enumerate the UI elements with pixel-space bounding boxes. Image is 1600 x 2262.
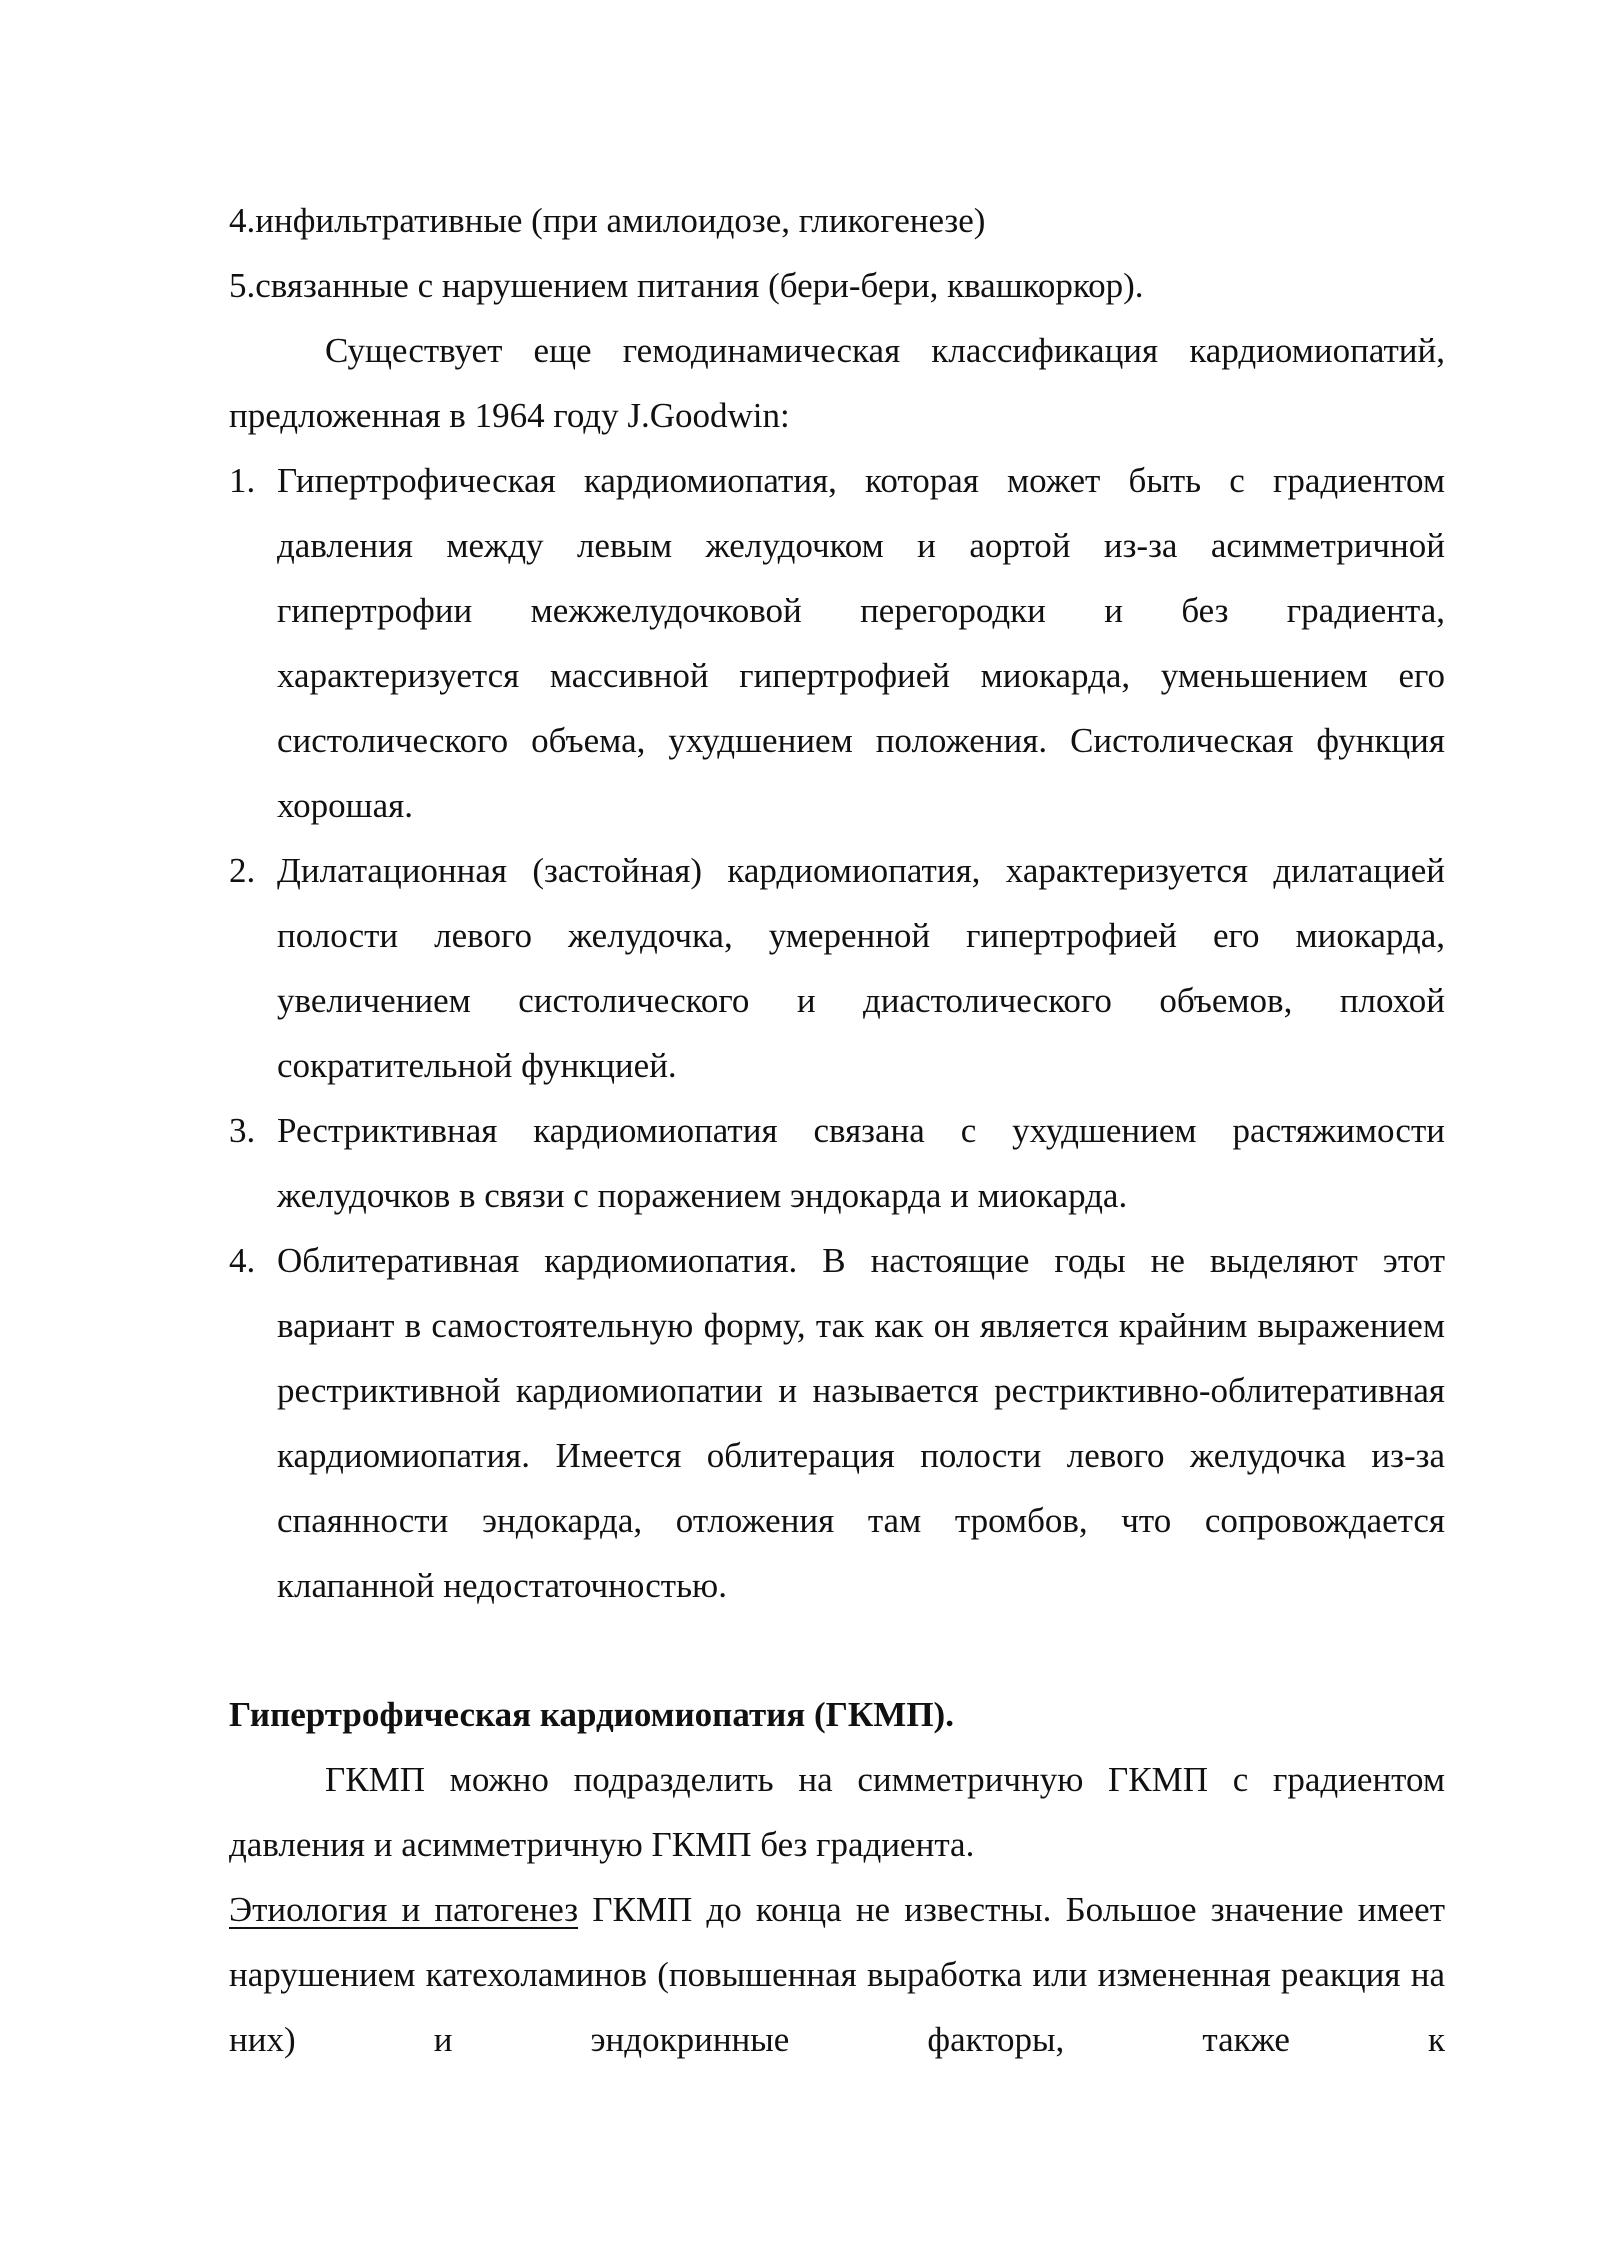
list-item-text: Рестриктивная кардиомиопатия связана с ухудшением растяжимости желудочков в связи с поражением эндокарда и миокарда. — [277, 1111, 1445, 1215]
list-item-number: 1. — [229, 461, 256, 500]
list-item-number: 2. — [229, 851, 256, 890]
section-heading: Гипертрофическая кардиомиопатия (ГКМП). — [229, 1695, 954, 1734]
list-item-text: Облитеративная кардиомиопатия. В настоящие годы не выделяют этот вариант в самостоятельную форму, так как он является крайним выражением рестриктивной кардиомиопатии и называется рестриктивно-облитеративная кардиомиопатия. Имеется облитерация полости левого желудочка из-за спаянности эндокарда, отложения там тромбов, что сопровождается клапанной недостаточностью. — [277, 1241, 1445, 1605]
list-item — [229, 448, 1445, 838]
list-line-4: 4.инфильтративные (при амилоидозе, гликогенезе) — [229, 201, 986, 240]
list-item-text: Дилатационная (застойная) кардиомиопатия, характеризуется дилатацией полости левого желудочка, умеренной гипертрофией его миокарда, увеличением систолического и диастолического объемов, плохой сократительной функцией. — [277, 851, 1445, 1085]
list-line-5: 5.связанные с нарушением питания (бери-бери, квашкоркор). — [229, 266, 1144, 305]
document-body — [229, 188, 1445, 2072]
etiology-text: ГКМП до конца не известны. Большое значение имеет нарушением катехоламинов (повышенная выработка или измененная реакция на них) и эндокринные факторы, также к — [229, 1890, 1445, 2059]
list-item-number: 4. — [229, 1241, 256, 1280]
etiology-underlined-term: Этиология и патогенез — [229, 1890, 579, 1929]
list-item — [229, 1228, 1445, 1618]
gkmp-paragraph: ГКМП можно подразделить на симметричную ГКМП с градиентом давления и асимметричную ГКМП без градиента. — [229, 1760, 1445, 1864]
classification-list — [229, 448, 1445, 1618]
list-item — [229, 1098, 1445, 1228]
intro-paragraph: Существует еще гемодинамическая классификация кардиомиопатий, предложенная в 1964 году J.Goodwin: — [229, 331, 1445, 435]
list-item-number: 3. — [229, 1111, 256, 1150]
etiology-paragraph — [229, 1877, 1445, 2072]
list-item — [229, 838, 1445, 1098]
list-item-text: Гипертрофическая кардиомиопатия, которая может быть с градиентом давления между левым желудочком и аортой из-за асимметричной гипертрофии межжелудочковой перегородки и без градиента, характеризуется массивной гипертрофией миокарда, уменьшением его систолического объема, ухудшением положения. Систолическая функция хорошая. — [277, 461, 1445, 825]
